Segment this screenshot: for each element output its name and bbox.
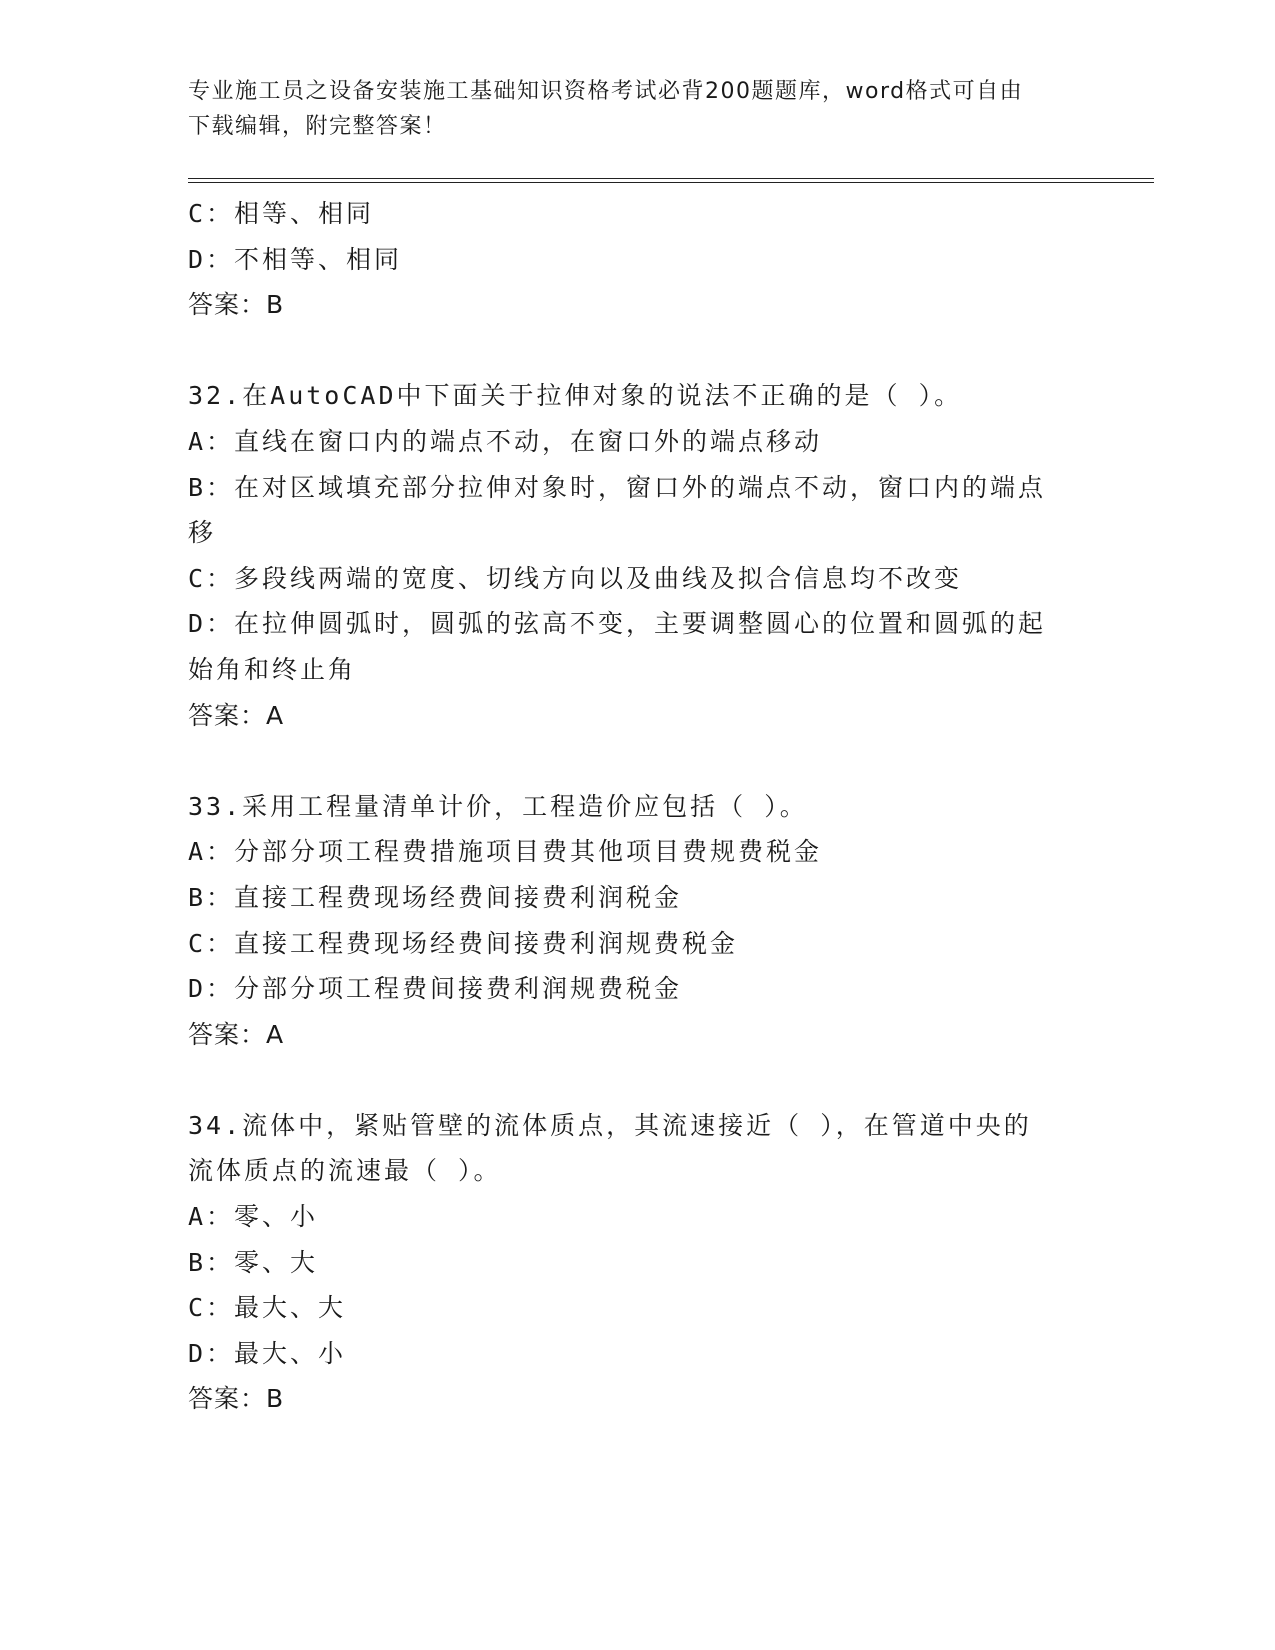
- header-line-2: 下载编辑，附完整答案！: [188, 114, 447, 139]
- option-a: A：分部分项工程费措施项目费其他项目费规费税金: [188, 837, 823, 867]
- option-b: B：在对区域填充部分拉伸对象时，窗口外的端点不动，窗口内的端点: [188, 472, 1047, 502]
- option-d: D：在拉伸圆弧时，圆弧的弦高不变，主要调整圆心的位置和圆弧的起: [188, 609, 1047, 639]
- option-c: C：相等、相同: [188, 199, 375, 228]
- answer-line: 答案：A: [188, 700, 285, 730]
- question-34: [188, 1103, 1088, 1422]
- option-b: B：直接工程费现场经费间接费利润税金: [188, 882, 683, 912]
- question-32: [188, 373, 1088, 738]
- question-31: [188, 191, 1088, 328]
- spacer: [188, 1057, 1088, 1103]
- option-c: C：多段线两端的宽度、切线方向以及曲线及拟合信息均不改变: [188, 563, 963, 593]
- answer-line: 答案：A: [188, 1019, 285, 1049]
- question-stem: 33.采用工程量清单计价，工程造价应包括（ ）。: [188, 791, 808, 821]
- question-stem: 34.流体中，紧贴管壁的流体质点，其流速接近（ ），在管道中央的: [188, 1110, 1032, 1140]
- option-b-continued: 移: [188, 518, 217, 548]
- option-d-continued: 始角和终止角: [188, 654, 357, 684]
- option-a: A：零、小: [188, 1202, 319, 1232]
- option-a: A：直线在窗口内的端点不动，在窗口外的端点移动: [188, 426, 823, 456]
- header-rule-top: [188, 178, 1154, 179]
- question-list: [188, 191, 1088, 1422]
- question-33: [188, 784, 1088, 1058]
- option-d: D：分部分项工程费间接费利润规费税金: [188, 974, 683, 1004]
- option-c: C：最大、大: [188, 1293, 347, 1323]
- header-rule-bottom: [188, 182, 1154, 183]
- question-stem-continued: 流体质点的流速最（ ）。: [188, 1156, 502, 1186]
- option-d: D：最大、小: [188, 1338, 347, 1368]
- header-line-1: 专业施工员之设备安装施工基础知识资格考试必背200题题库，word格式可自由: [188, 79, 1024, 104]
- spacer: [188, 328, 1088, 374]
- answer-line: 答案：B: [188, 290, 285, 320]
- spacer: [188, 738, 1088, 784]
- option-c: C：直接工程费现场经费间接费利润规费税金: [188, 928, 739, 958]
- document-header: [188, 74, 1088, 144]
- option-b: B：零、大: [188, 1247, 319, 1277]
- answer-line: 答案：B: [188, 1384, 285, 1414]
- option-d: D：不相等、相同: [188, 244, 403, 274]
- question-stem: 32.在AutoCAD中下面关于拉伸对象的说法不正确的是（ ）。: [188, 381, 963, 411]
